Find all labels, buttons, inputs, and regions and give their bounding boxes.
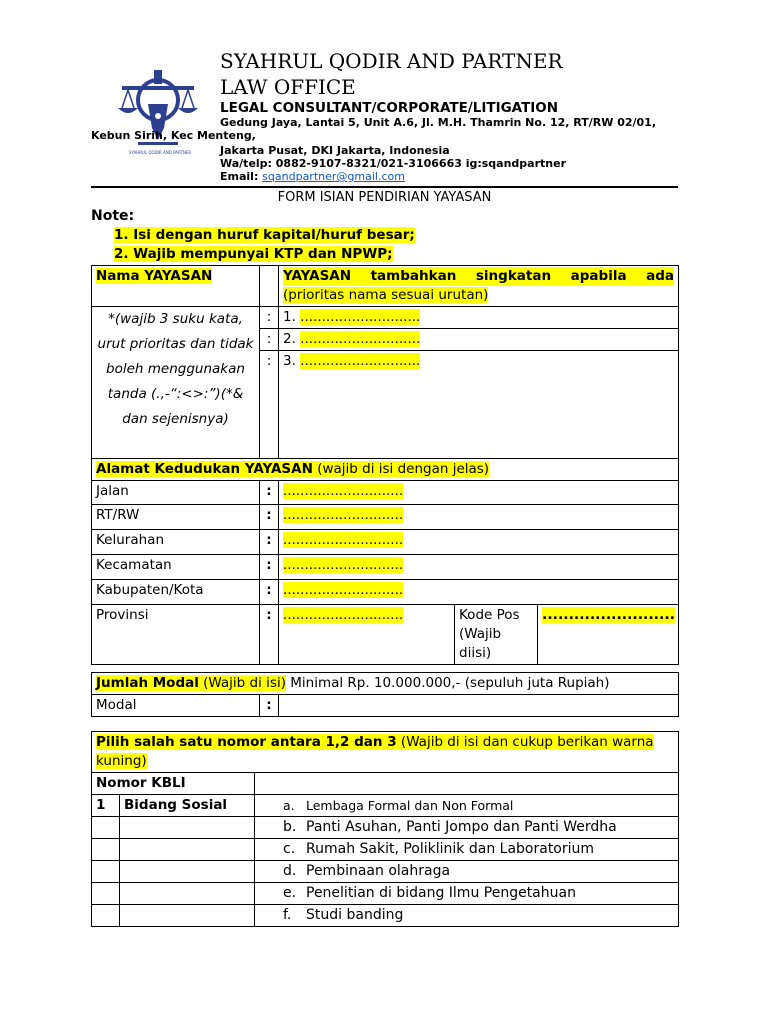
item-text: Pembinaan olahraga (306, 863, 451, 879)
law-office-logo (108, 64, 212, 160)
name-label: Nama YAYASAN (96, 268, 213, 284)
name-option-2-field[interactable]: ............................ (300, 331, 421, 347)
field-provinsi-dots[interactable]: ............................ (283, 607, 404, 623)
field-kelurahan-dots[interactable]: ............................ (283, 532, 404, 548)
kbli-table (91, 731, 679, 927)
kbli-item-c[interactable] (255, 839, 679, 861)
field-jalan[interactable] (279, 481, 679, 505)
field-label-kelurahan: Kelurahan (92, 530, 260, 555)
field-label-provinsi: Provinsi (92, 605, 260, 665)
name-instruction-cell (279, 266, 679, 307)
name-instruction: YAYASAN tambahkan singkatan apabila ada (283, 268, 675, 284)
capital-minimum: Minimal Rp. 10.000.000,- (sepuluh juta Rupiah) (285, 675, 610, 691)
option-number: 2. (283, 331, 296, 347)
logo-caption: SYAHRUL QODIR AND PARTNER (128, 150, 192, 155)
field-jalan-dots[interactable]: ............................ (283, 483, 404, 499)
capital-heading-note: (Wajib di isi) (203, 675, 286, 691)
kbli-item-e[interactable] (255, 883, 679, 905)
colon: : (260, 307, 279, 329)
address-heading: Alamat Kedudukan YAYASAN (96, 461, 313, 477)
name-option-3-field[interactable]: ............................ (300, 353, 421, 369)
firm-tagline: LEGAL CONSULTANT/CORPORATE/LITIGATION (220, 100, 559, 116)
email-line (220, 170, 405, 183)
kbli-number-label: Nomor KBLI (92, 773, 255, 795)
kbli-group-number: 1 (92, 795, 120, 817)
item-letter: e. (283, 885, 297, 901)
kbli-heading-cell (92, 732, 679, 773)
field-label-rtrw: RT/RW (92, 505, 260, 530)
address-heading-cell (92, 459, 679, 481)
name-instruction-note: (prioritas nama sesuai urutan) (283, 287, 489, 303)
name-option-1[interactable] (279, 307, 679, 329)
field-kecamatan[interactable] (279, 555, 679, 580)
kbli-item-f[interactable] (255, 905, 679, 927)
field-kabupaten-dots[interactable]: ............................ (283, 582, 404, 598)
form-title: FORM ISIAN PENDIRIAN YAYASAN (277, 190, 492, 205)
field-label-kabupaten: Kabupaten/Kota (92, 580, 260, 605)
name-rules-cell (92, 307, 260, 459)
name-label-cell (92, 266, 260, 307)
capital-table (91, 672, 679, 717)
capital-heading-cell (92, 673, 679, 695)
name-rules-text: *(wajib 3 suku kata, urut prioritas dan tidak boleh menggunakan tanda (.,-“:<>:”)(*& dan sejenisnya) (97, 311, 254, 427)
postal-code-field[interactable] (538, 605, 679, 665)
item-text: Penelitian di bidang Ilmu Pengetahuan (306, 885, 576, 901)
field-kecamatan-dots[interactable]: ............................ (283, 557, 404, 573)
phone-line: Wa/telp: 0882-9107-8321/021-3106663 ig:sqandpartner (220, 157, 566, 170)
kbli-heading-note: (Wajib di isi dan cukup berikan warna kuning) (96, 734, 654, 769)
kbli-item-d[interactable] (255, 861, 679, 883)
firm-name: SYAHRUL QODIR AND PARTNER (220, 49, 563, 73)
option-number: 1. (283, 309, 296, 325)
item-letter: f. (283, 907, 292, 923)
header-divider (91, 186, 678, 188)
option-number: 3. (283, 353, 296, 369)
item-letter: d. (283, 863, 297, 879)
item-text: Studi banding (306, 907, 404, 923)
item-letter: c. (283, 841, 296, 857)
postal-code-label: Kode Pos (Wajib diisi) (455, 605, 538, 665)
name-option-3[interactable] (279, 351, 679, 459)
item-text: Lembaga Formal dan Non Formal (306, 798, 514, 813)
kbli-item-b[interactable] (255, 817, 679, 839)
field-kabupaten[interactable] (279, 580, 679, 605)
colon: : (260, 329, 279, 351)
colon: : (260, 695, 279, 717)
capital-field[interactable] (279, 695, 679, 717)
field-label-kecamatan: Kecamatan (92, 555, 260, 580)
kbli-heading: Pilih salah satu nomor antara 1,2 dan 3 (96, 734, 397, 750)
address-heading-note: (wajib di isi dengan jelas) (317, 461, 490, 477)
kbli-group-label: Bidang Sosial (120, 795, 255, 817)
note-item-1: 1. Isi dengan huruf kapital/huruf besar; (114, 227, 415, 243)
email-link[interactable]: sqandpartner@gmail.com (262, 170, 405, 183)
field-label-jalan: Jalan (92, 481, 260, 505)
address-line-3: Jakarta Pusat, DKI Jakarta, Indonesia (220, 144, 450, 157)
colon: : (260, 351, 279, 459)
item-text: Panti Asuhan, Panti Jompo dan Panti Werdha (306, 819, 617, 835)
field-provinsi[interactable] (279, 605, 455, 665)
note-label: Note: (91, 208, 135, 224)
capital-heading: Jumlah Modal (96, 675, 199, 691)
address-line-2: Kebun Sirih, Kec Menteng, (91, 129, 256, 142)
capital-field-label: Modal (92, 695, 260, 717)
name-option-1-field[interactable]: ............................ (300, 309, 421, 325)
item-letter: b. (283, 819, 297, 835)
foundation-name-address-table: Nama YAYASAN YAYASAN tambahkan singkatan apabila ada (prioritas nama sesuai urutan) *(wajib 3 suku kata, urut prioritas dan tidak boleh menggunakan tanda (.,-“:<>:”)(*& dan sejenisnya) : 1. ............................ : 2. ............................ : 3. ............................ Alamat Kedudukan YAYASAN (wajib di isi dengan jelas) Jalan : ............................ RT/RW : ............................ Kelurahan : ............................ Kecamatan : ............................ Kabupaten/Kota : ............................ Provinsi : ............................ Kode Pos (Wajib diisi) ......................... (91, 265, 679, 665)
firm-subtitle: LAW OFFICE (220, 75, 356, 99)
field-rtrw-dots[interactable]: ............................ (283, 507, 404, 523)
address-line-1: Gedung Jaya, Lantai 5, Unit A.6, Jl. M.H. Thamrin No. 12, RT/RW 02/01, (220, 116, 657, 129)
field-kelurahan[interactable] (279, 530, 679, 555)
email-label: Email: (220, 170, 263, 183)
postal-code-dots[interactable]: ......................... (542, 607, 675, 623)
field-rtrw[interactable] (279, 505, 679, 530)
item-text: Rumah Sakit, Poliklinik dan Laboratorium (306, 841, 595, 857)
item-letter: a. (283, 798, 295, 813)
kbli-item-a[interactable] (255, 795, 679, 817)
note-item-2: 2. Wajib mempunyai KTP dan NPWP; (114, 246, 393, 262)
name-option-2[interactable] (279, 329, 679, 351)
